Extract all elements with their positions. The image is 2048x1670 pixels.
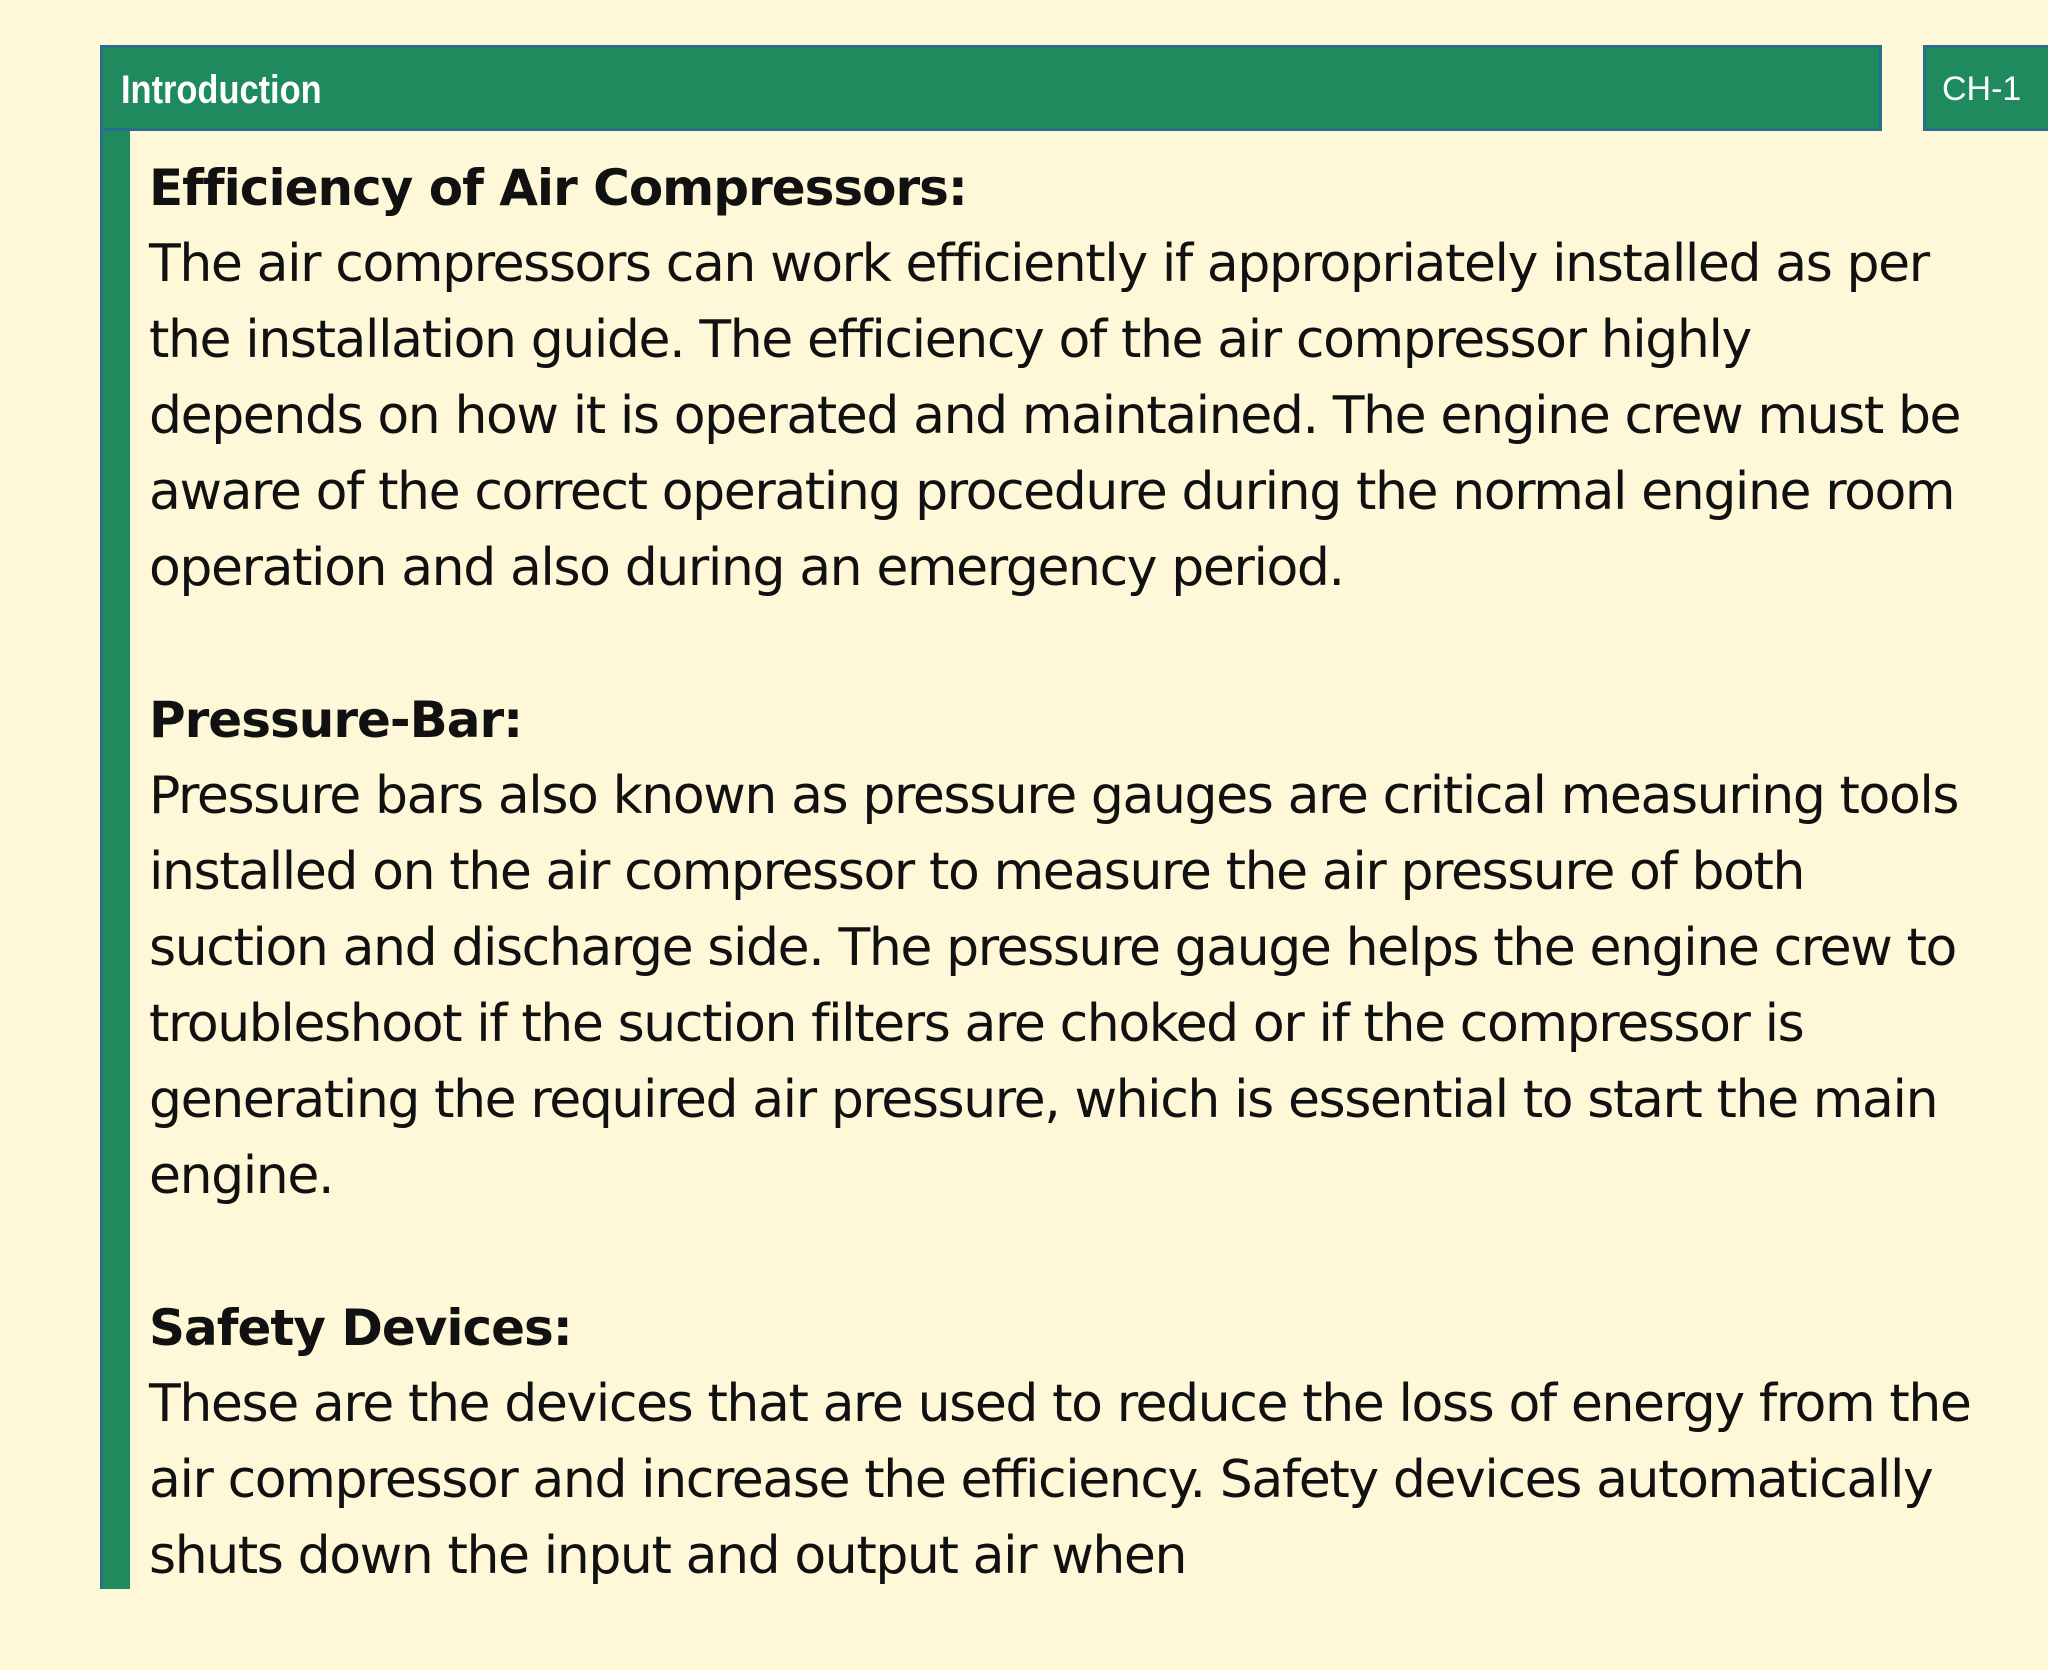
body-line: The air compressors can work efficiently if appropriately installed as per [149,234,1929,294]
body-line: shuts down the input and output air when [149,1526,1187,1586]
section-heading: Pressure-Bar: [149,691,523,749]
section-header-bar [100,45,1882,131]
body-line: troubleshoot if the suction filters are choked or if the compressor is [149,994,1804,1054]
section-heading: Safety Devices: [149,1299,572,1357]
body-line: operation and also during an emergency period. [149,538,1344,598]
body-line: These are the devices that are used to reduce the loss of energy from the [149,1374,1971,1434]
left-accent-rule [100,131,130,1589]
section-body [149,1366,2029,1594]
body-line: engine. [149,1146,334,1206]
body-line: air compressor and increase the efficiency. Safety devices automatically [149,1450,1933,1510]
body-line: suction and discharge side. The pressure gauge helps the engine crew to [149,918,1956,978]
slide-content [149,150,2029,1670]
section-heading: Efficiency of Air Compressors: [149,159,967,217]
header-title: Introduction [121,67,322,112]
section-safety-devices [149,1290,2029,1594]
section-pressure-bar [149,682,2029,1214]
body-line: Pressure bars also known as pressure gauges are critical measuring tools [149,766,1959,826]
section-body [149,758,2029,1214]
body-line: generating the required air pressure, which is essential to start the main [149,1070,1938,1130]
chapter-badge [1923,45,2048,131]
body-line: installed on the air compressor to measure the air pressure of both [149,842,1805,902]
section-efficiency [149,150,2029,606]
body-line: aware of the correct operating procedure during the normal engine room [149,462,1955,522]
body-line: depends on how it is operated and maintained. The engine crew must be [149,386,1961,446]
chapter-label: CH-1 [1942,69,2022,108]
section-body [149,226,2029,606]
body-line: the installation guide. The efficiency of the air compressor highly [149,310,1751,370]
